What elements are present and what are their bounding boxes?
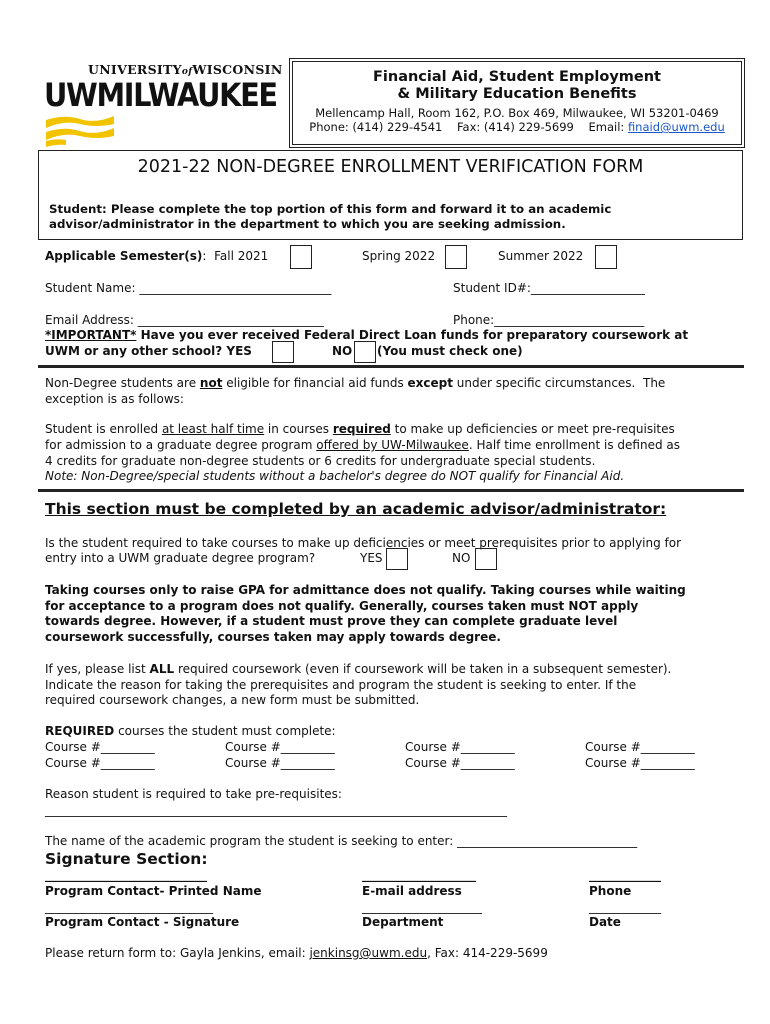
gpa-warning-3: towards degree. However, if a student must prove they can complete graduate level [45,614,618,628]
student-instructions-2: advisor/administrator in the department to which you are seeking admission. [49,217,566,231]
signature-heading: Signature Section: [45,850,208,868]
course-field[interactable]: Course #_________ [585,756,695,770]
fall-2021-checkbox[interactable] [290,245,312,269]
date-label: Date [589,915,621,929]
gpa-warning-1: Taking courses only to raise GPA for admittance does not qualify. Taking courses while waiting [45,583,686,597]
course-field[interactable]: Course #_________ [585,740,695,754]
course-field[interactable]: Course #_________ [45,740,155,754]
list-instructions-1: If yes, please list ALL required coursework (even if coursework will be taken in a subsequent semester). [45,662,672,676]
semester-row: Applicable Semester(s): Fall 2021 [45,249,269,263]
program-name-field[interactable]: The name of the academic program the student is seeking to enter: ______________________________ [45,834,638,848]
advisor-question-line-1: Is the student required to take courses to make up deficiencies or meet prerequisites prior to applying for [45,536,682,550]
important-question-2: UWM or any other school? YES [45,344,252,358]
loan-yes-checkbox[interactable] [272,341,294,363]
return-instructions: Please return form to: Gayla Jenkins, email: jenkinsg@uwm.edu, Fax: 414-229-5699 [45,946,548,960]
advisor-no-checkbox[interactable] [475,548,497,570]
signature-line[interactable]: ____________________________ [45,900,213,914]
list-instructions-3: required coursework changes, a new form must be submitted. [45,693,420,707]
exception-line-3: 4 credits for graduate non-degree students or 6 credits for undergraduate special students. [45,454,596,468]
important-label: *IMPORTANT* [45,328,137,342]
course-row-1 [45,740,695,755]
signature-label: Program Contact - Signature [45,915,240,929]
loan-check-one-note: (You must check one) [377,344,523,358]
semester-label: Applicable Semester(s) [45,249,203,263]
student-instructions-1: Student: Please complete the top portion of this form and forward it to an academic [49,202,612,216]
department-label: Department [362,915,444,929]
uwm-logo [44,62,283,152]
course-field[interactable]: Course #_________ [45,756,155,770]
exception-line-2: for admission to a graduate degree program offered by UW-Milwaukee. Half time enrollment is defined as [45,438,680,452]
office-header-box [292,61,742,145]
exception-note: Note: Non-Degree/special students without a bachelor's degree do NOT qualify for Financial Aid. [45,469,625,483]
advisor-yes-checkbox[interactable] [386,548,408,570]
department-line[interactable]: ____________________ [362,900,482,914]
reason-label: Reason student is required to take pre-requisites: [45,787,342,801]
summer-2022-checkbox[interactable] [595,245,617,269]
office-address: Mellencamp Hall, Room 162, P.O. Box 469, Milwaukee, WI 53201-0469 [315,106,719,120]
important-question-1: *IMPORTANT* Have you ever received Federal Direct Loan funds for preparatory coursework at [45,328,689,342]
date-line[interactable]: ____________ [589,900,661,914]
advisor-no-label: NO [452,551,471,565]
printed-name-label: Program Contact- Printed Name [45,884,262,898]
course-field[interactable]: Course #_________ [405,740,515,754]
email-label: E-mail address [362,884,462,898]
phone-label: Phone [589,884,632,898]
office-title-2: & Military Education Benefits [397,86,637,102]
eligibility-line-1: Non-Degree students are not eligible for financial aid funds except under specific circumstances. The [45,376,666,390]
course-field[interactable]: Course #_________ [225,756,335,770]
logo-top-text: UNIVERSITYofWISCONSIN [88,62,283,77]
course-field[interactable]: Course #_________ [225,740,335,754]
logo-wordmark: UWMILWAUKEE [44,76,277,114]
return-email-link[interactable]: jenkinsg@uwm.edu [309,946,428,960]
loan-no-label: NO [332,344,353,358]
course-field[interactable]: Course #_________ [405,756,515,770]
phone-line[interactable]: ____________ [589,868,661,882]
phone-field[interactable]: Phone:_________________________ [453,313,645,327]
spring-2022-checkbox[interactable] [445,245,467,269]
divider-1 [38,365,744,368]
required-courses-label: REQUIRED courses the student must complete: [45,724,336,738]
eligibility-line-2: exception is as follows: [45,392,184,406]
office-email-link[interactable]: finaid@uwm.edu [627,120,725,134]
reason-field[interactable]: _____________________________________________________________________________ [45,803,507,817]
office-contact: Phone: (414) 229-4541 Fax: (414) 229-5699 Email: finaid@uwm.edu [309,120,725,134]
student-id-field[interactable]: Student ID#:___________________ [453,281,645,295]
printed-name-line[interactable]: ___________________________ [45,868,207,882]
divider-2 [38,489,744,492]
spring-2022-label: Spring 2022 [362,249,436,263]
logo-flag-icon [44,112,116,148]
gpa-warning-4: coursework successfully, courses taken may apply towards degree. [45,630,501,644]
advisor-question-line-2: entry into a UWM graduate degree program? [45,551,316,565]
advisor-yes-label: YES [360,551,383,565]
advisor-section-heading: This section must be completed by an academic advisor/administrator: [45,500,667,518]
email-line[interactable]: ___________________ [362,868,476,882]
gpa-warning-2: for acceptance to a program does not qualify. Generally, courses taken must NOT apply [45,599,639,613]
list-instructions-2: Indicate the reason for taking the prerequisites and program the student is seeking to enter. If the [45,678,637,692]
summer-2022-label: Summer 2022 [498,249,584,263]
office-title-1: Financial Aid, Student Employment [373,69,661,85]
loan-no-checkbox[interactable] [354,341,376,363]
exception-line-1: Student is enrolled at least half time in courses required to make up deficiencies or meet pre-requisites [45,422,675,436]
student-name-field[interactable]: Student Name: ________________________________ [45,281,332,295]
form-title: 2021-22 NON-DEGREE ENROLLMENT VERIFICATION FORM [137,157,644,177]
email-address-field[interactable]: Email Address: _______________________________ [45,313,324,327]
course-row-2 [45,756,695,771]
